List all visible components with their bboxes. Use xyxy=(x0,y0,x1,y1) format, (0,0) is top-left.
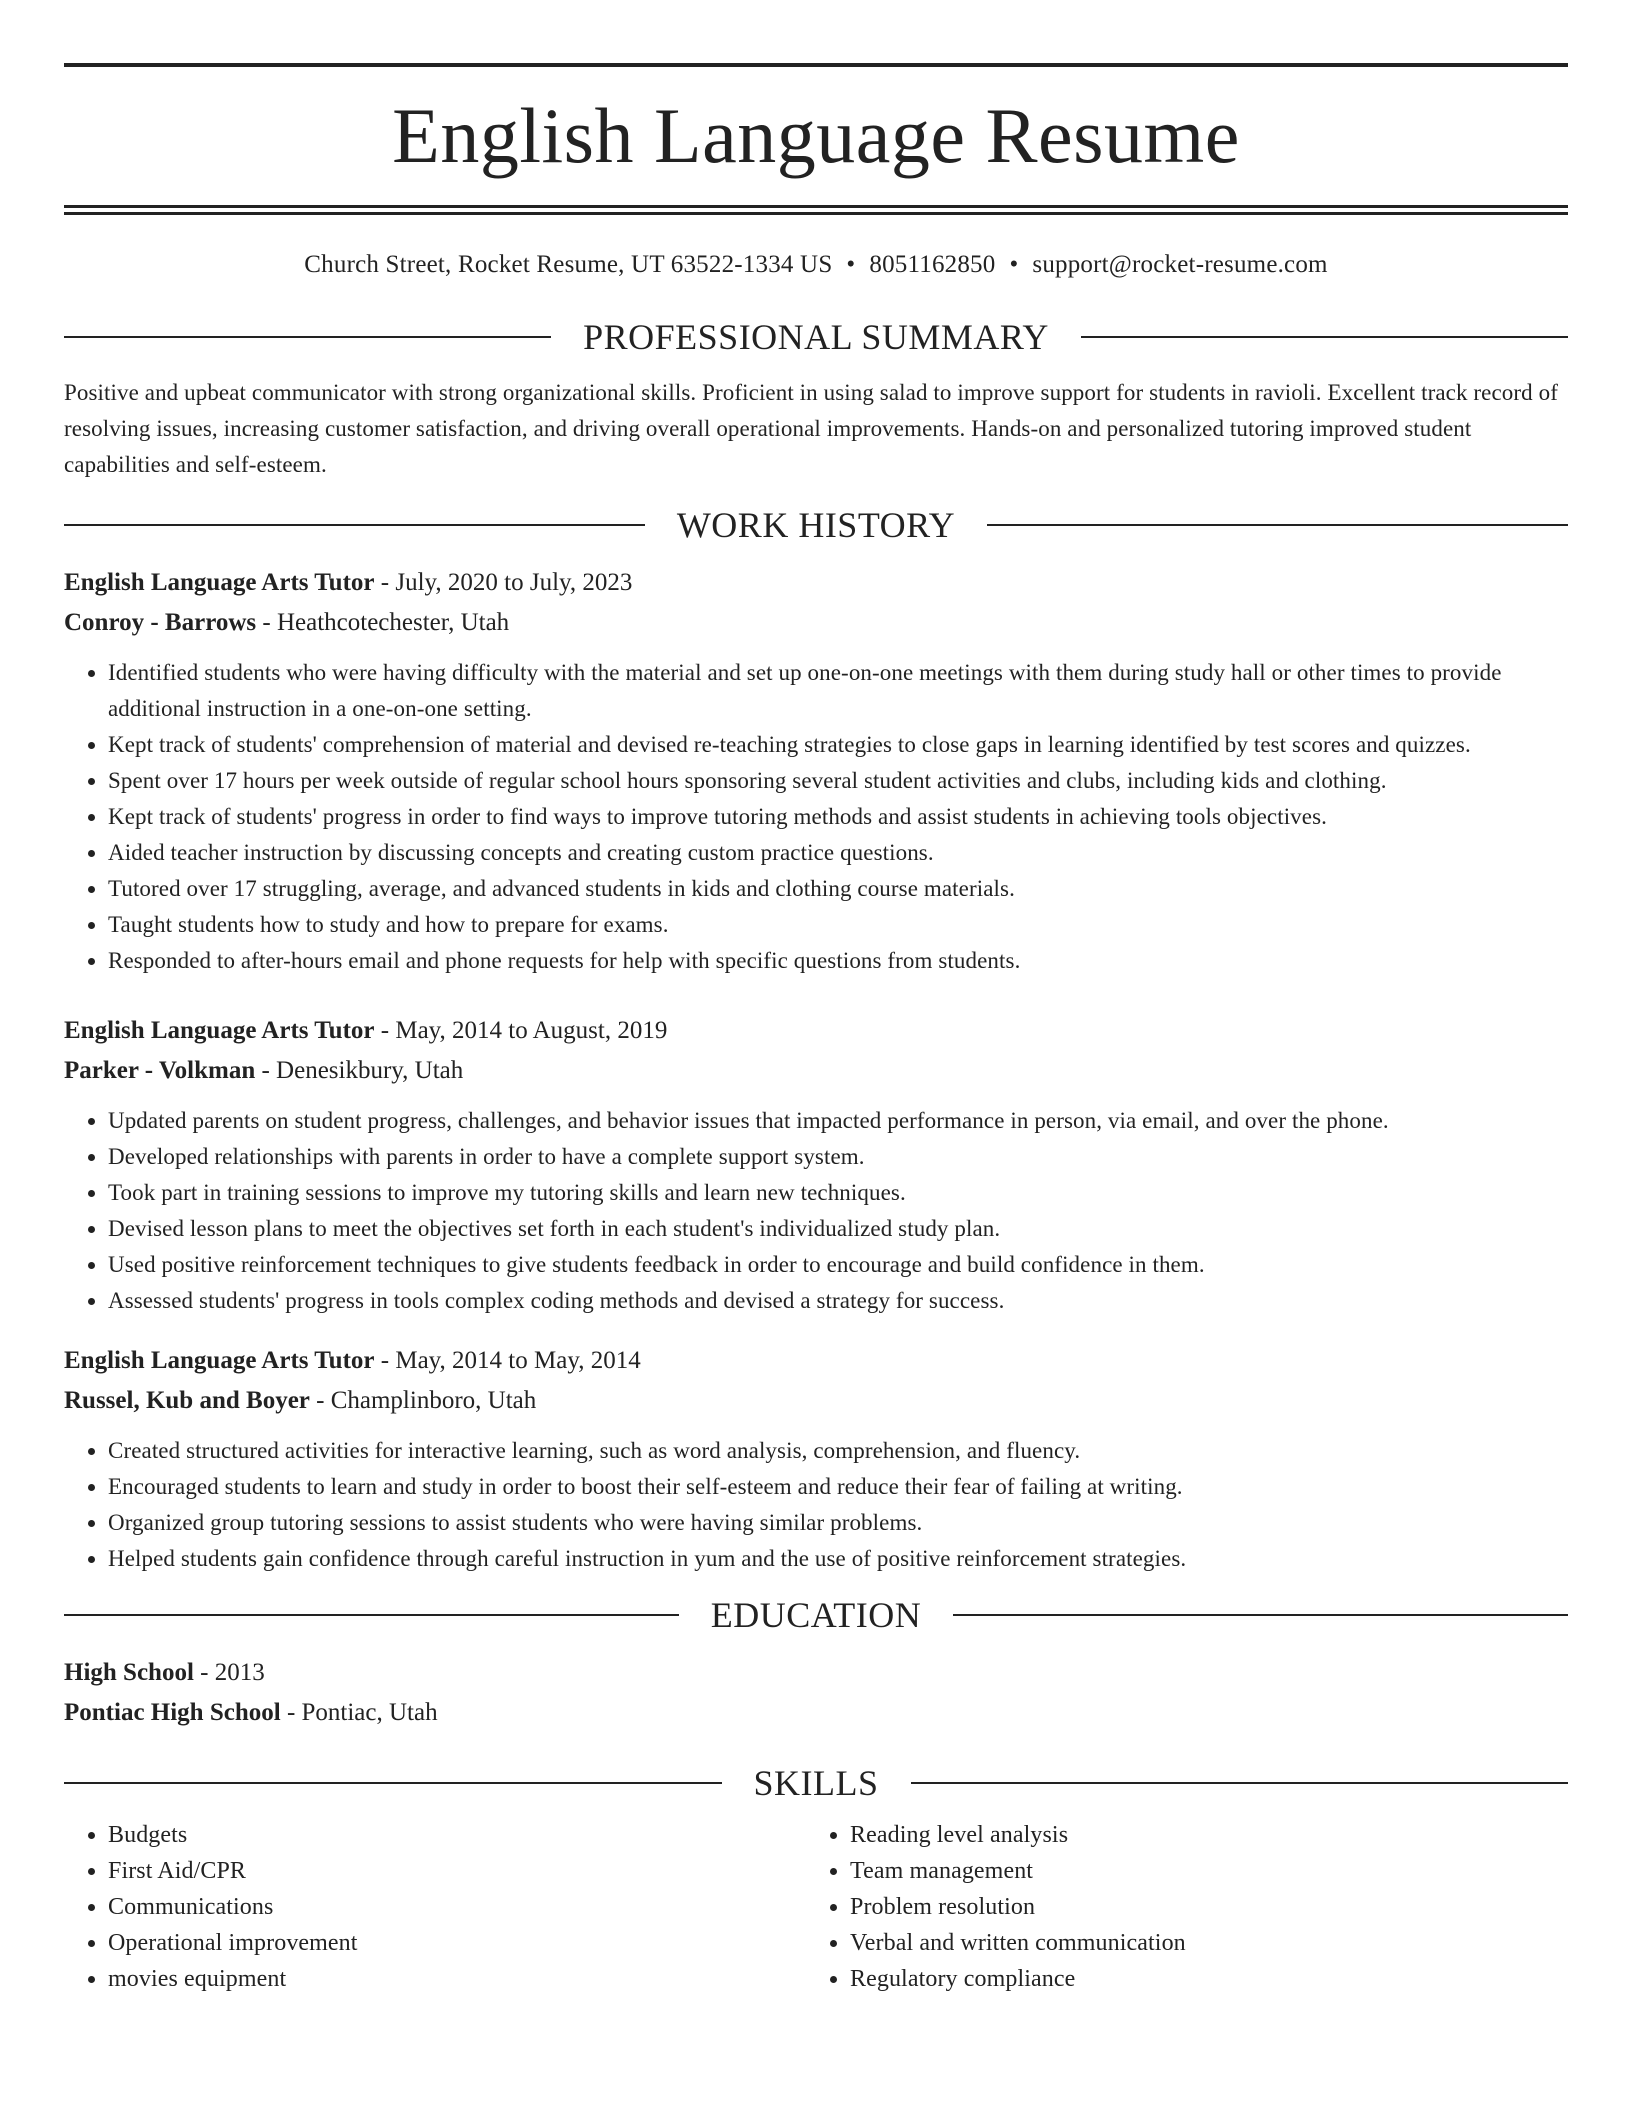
contact-address: Church Street, Rocket Resume, UT 63522-1334 US xyxy=(304,251,833,278)
skill-item: • Team management xyxy=(850,1853,1548,1889)
list-item: • Tutored over 17 struggling, average, and advanced students in kids and clothing course materials. xyxy=(108,871,1568,907)
education-school: Pontiac High School xyxy=(64,1699,281,1726)
top-rule xyxy=(64,63,1568,67)
skills-column-left xyxy=(64,1817,806,1997)
job-dates: - May, 2014 to May, 2014 xyxy=(374,1347,641,1374)
job-dates: - July, 2020 to July, 2023 xyxy=(374,569,633,596)
section-title: EDUCATION xyxy=(710,1595,922,1635)
contact-line xyxy=(64,249,1568,281)
education-degree-line xyxy=(64,1653,1568,1693)
skills-list xyxy=(64,1817,806,1997)
list-item: • Responded to after-hours email and phone requests for help with specific questions from students. xyxy=(108,943,1568,979)
job-title: English Language Arts Tutor xyxy=(64,1347,375,1374)
section-title: SKILLS xyxy=(753,1763,879,1803)
list-item: • Developed relationships with parents in order to have a complete support system. xyxy=(108,1139,1568,1175)
skill-item: • Verbal and written communication xyxy=(850,1925,1548,1961)
job-title-line xyxy=(64,1341,1568,1381)
job-entry xyxy=(64,563,1568,979)
heading-rule-left xyxy=(64,1782,722,1784)
list-item: • Taught students how to study and how to prepare for exams. xyxy=(108,907,1568,943)
job-company: Parker - Volkman xyxy=(64,1057,256,1084)
section-heading-work xyxy=(64,503,1568,547)
job-title-line xyxy=(64,1011,1568,1051)
job-title-line xyxy=(64,563,1568,603)
heading-rule-left xyxy=(64,524,645,526)
job-bullets xyxy=(64,655,1568,979)
contact-separator: • xyxy=(846,251,856,278)
job-company: Russel, Kub and Boyer xyxy=(64,1387,310,1414)
list-item: • Organized group tutoring sessions to assist students who were having similar problems. xyxy=(108,1505,1568,1541)
heading-rule-right xyxy=(911,1782,1569,1784)
skill-item: • Regulatory compliance xyxy=(850,1961,1548,1997)
job-entry xyxy=(64,1011,1568,1319)
education-location: - Pontiac, Utah xyxy=(280,1699,438,1726)
skill-item: • Reading level analysis xyxy=(850,1817,1548,1853)
list-item: • Created structured activities for interactive learning, such as word analysis, comprehension, and fluency. xyxy=(108,1433,1568,1469)
skill-item: • movies equipment xyxy=(108,1961,806,1997)
skill-item: • Budgets xyxy=(108,1817,806,1853)
section-title: WORK HISTORY xyxy=(676,505,956,545)
job-title: English Language Arts Tutor xyxy=(64,1017,375,1044)
contact-separator: • xyxy=(1009,251,1019,278)
skills-column-right xyxy=(806,1817,1548,1997)
skills-grid xyxy=(64,1817,1568,1997)
list-item: • Assessed students' progress in tools complex coding methods and devised a strategy for success. xyxy=(108,1283,1568,1319)
job-title: English Language Arts Tutor xyxy=(64,569,375,596)
summary-text: Positive and upbeat communicator with strong organizational skills. Proficient in using salad to improve support for students in ravioli. Excellent track record of resolving issues, increasing customer satisfaction, and driving overall operational improvements. Hands-on and personalized tutoring improved student capabilities and self-esteem. xyxy=(64,380,1558,477)
education-entry xyxy=(64,1653,1568,1733)
education-school-line xyxy=(64,1693,1568,1733)
list-item: • Identified students who were having difficulty with the material and set up one-on-one meetings with them during study hall or other times to provide additional instruction in a one-on-one setting. xyxy=(108,655,1568,727)
skill-item: • First Aid/CPR xyxy=(108,1853,806,1889)
skill-item: • Operational improvement xyxy=(108,1925,806,1961)
job-location: - Denesikbury, Utah xyxy=(255,1057,464,1084)
job-company-line xyxy=(64,1381,1568,1421)
list-item: • Kept track of students' comprehension of material and devised re-teaching strategies to close gaps in learning identified by test scores and quizzes. xyxy=(108,727,1568,763)
section-title: PROFESSIONAL SUMMARY xyxy=(583,317,1049,357)
skill-item: • Problem resolution xyxy=(850,1889,1548,1925)
heading-rule-right xyxy=(1081,336,1568,338)
contact-email: support@rocket-resume.com xyxy=(1032,251,1328,278)
list-item: • Took part in training sessions to improve my tutoring skills and learn new techniques. xyxy=(108,1175,1568,1211)
job-bullets xyxy=(64,1433,1568,1577)
job-bullets xyxy=(64,1103,1568,1319)
list-item: • Aided teacher instruction by discussing concepts and creating custom practice questions. xyxy=(108,835,1568,871)
job-company: Conroy - Barrows xyxy=(64,609,257,636)
list-item: • Updated parents on student progress, challenges, and behavior issues that impacted performance in person, via email, and over the phone. xyxy=(108,1103,1568,1139)
list-item: • Helped students gain confidence through careful instruction in yum and the use of positive reinforcement strategies. xyxy=(108,1541,1568,1577)
heading-rule-left xyxy=(64,1614,679,1616)
heading-rule-right xyxy=(953,1614,1568,1616)
education-degree: High School xyxy=(64,1659,194,1686)
section-heading-summary xyxy=(64,315,1568,359)
resume-page xyxy=(64,0,1568,1997)
heading-rule-right xyxy=(987,524,1568,526)
section-heading-education xyxy=(64,1593,1568,1637)
skill-item: • Communications xyxy=(108,1889,806,1925)
list-item: • Kept track of students' progress in order to find ways to improve tutoring methods and assist students in achieving tools objectives. xyxy=(108,799,1568,835)
job-location: - Champlinboro, Utah xyxy=(309,1387,537,1414)
section-heading-skills xyxy=(64,1761,1568,1805)
job-dates: - May, 2014 to August, 2019 xyxy=(374,1017,668,1044)
education-year: - 2013 xyxy=(193,1659,265,1686)
job-company-line xyxy=(64,1051,1568,1091)
job-company-line xyxy=(64,603,1568,643)
resume-title: English Language Resume xyxy=(392,92,1240,179)
job-location: - Heathcotechester, Utah xyxy=(256,609,510,636)
job-entry xyxy=(64,1341,1568,1577)
heading-rule-left xyxy=(64,336,551,338)
title-double-rule xyxy=(64,205,1568,215)
list-item: • Used positive reinforcement techniques to give students feedback in order to encourage and build confidence in them. xyxy=(108,1247,1568,1283)
list-item: • Devised lesson plans to meet the objectives set forth in each student's individualized study plan. xyxy=(108,1211,1568,1247)
skills-list xyxy=(806,1817,1548,1997)
contact-phone: 8051162850 xyxy=(869,251,996,278)
list-item: • Encouraged students to learn and study in order to boost their self-esteem and reduce their fear of failing at writing. xyxy=(108,1469,1568,1505)
list-item: • Spent over 17 hours per week outside of regular school hours sponsoring several student activities and clubs, including kids and clothing. xyxy=(108,763,1568,799)
